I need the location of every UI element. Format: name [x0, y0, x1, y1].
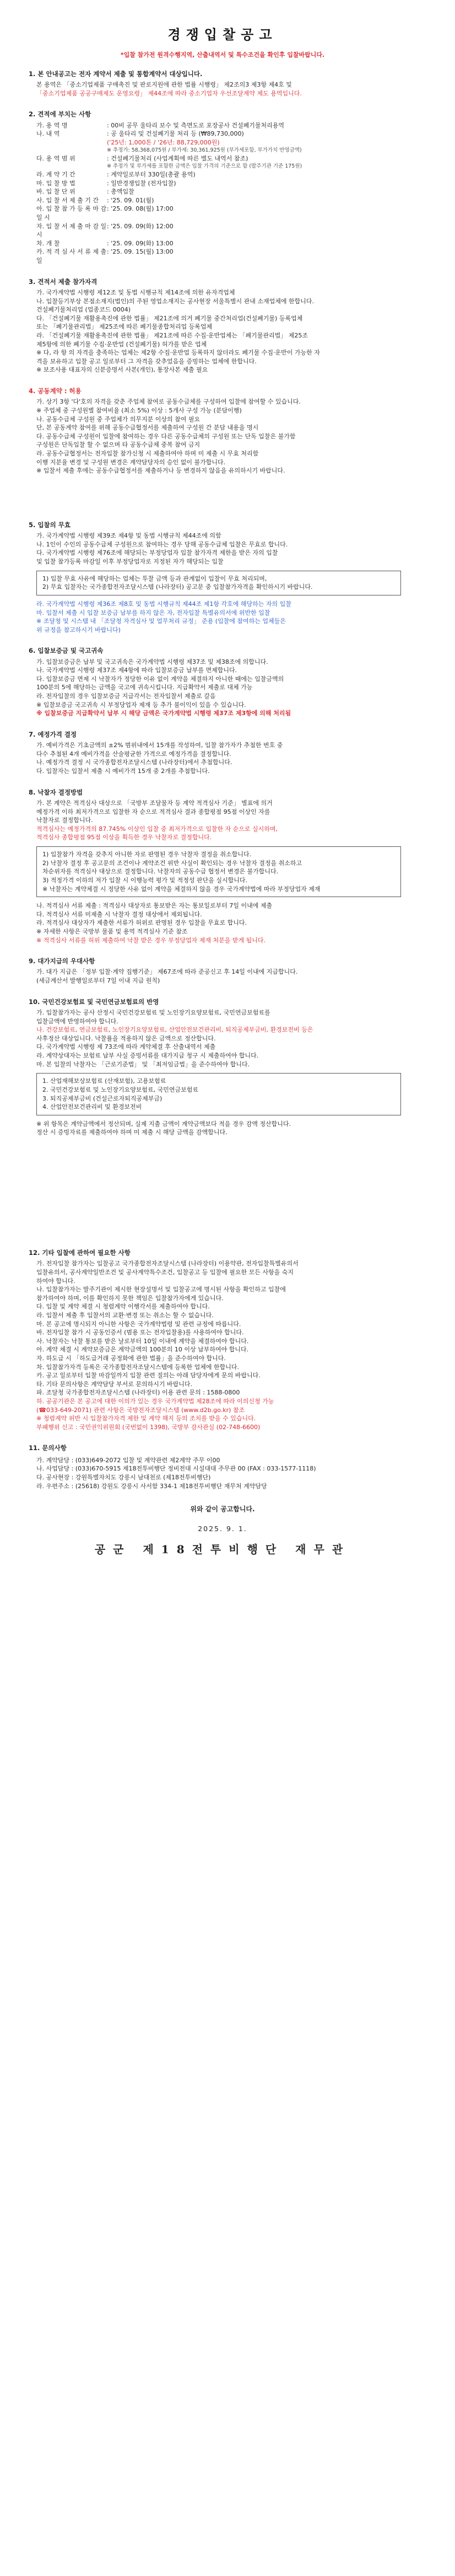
detail-row: [29, 222, 416, 239]
text-line: ※ 보조사용 대표자의 신분증명서 사본(개인), 통장사본 제출 필요: [36, 366, 208, 374]
detail-key: [36, 138, 107, 147]
text-line: 카. 공고 일로부터 입찰 마감일까지 입찰 관련 질의는 아래 담당자에게 문의 바랍니다.: [36, 1372, 261, 1380]
text-line: 라. 전자입찰의 경우 입찰보증금 지급각서는 전자입찰서 제출로 갈음: [36, 693, 216, 700]
section-11: [29, 1443, 416, 1490]
text-line: (세금계산서 발행일로부터 7일 이내 지급 원칙): [36, 977, 160, 985]
detail-key: 자. 입 찰 서 제 출 마 감 일 시: [36, 222, 107, 239]
misc-list: [29, 1259, 416, 1431]
text-line: 바. 전자입찰 참가 시 공동인증서 (범용 또는 전자입찰용)를 사용하여야 합니다.: [36, 1329, 244, 1337]
text-line: 나. 국가계약법 시행령 제37조 제4항에 따라 입찰보증금 납부를 면제합니다.: [36, 667, 237, 674]
text-line: 제5항에 의한 폐기물 수집·운반업 (건설폐기물) 허가를 받은 업체: [36, 340, 207, 348]
notice-box: [36, 571, 401, 595]
text-line: 단, 본 공동계약 참여를 위해 공동수급협정서를 제출하여 구성원 간 분담 내용을 명시: [36, 424, 259, 432]
section-2: [29, 110, 416, 265]
text-line: 2) 낙찰자 결정 후 공고문의 조건이나 계약조건 위반 사실이 확인되는 경우 낙찰자 결정을 취소하고: [42, 859, 302, 867]
text-line: 가. 예비가격은 기초금액의 ±2% 범위내에서 15개를 작성하여, 입찰 참가자가 추첨한 번호 중: [36, 742, 283, 749]
invalid-bid-list: [29, 532, 416, 566]
text-line: 다. 적격심사 서류 미제출 시 낙찰자 결정 대상에서 제외됩니다.: [36, 910, 202, 918]
text-line: 아. 계약 체결 시 계약보증금은 계약금액의 100분의 10 이상 납부하여야 합니다.: [36, 1346, 249, 1354]
text-line: 정산 시 증빙자료를 제출하여야 하며 미 제출 시 해당 금액을 감액합니다.: [36, 1129, 228, 1136]
section-4: [29, 387, 416, 475]
text-line: 적격심사 종합평점 95점 이상을 획득한 경우 낙찰자로 결정합니다.: [36, 834, 212, 841]
text-line: 차. 입찰참가자격 등록은 국가종합전자조달시스템에 등록한 업체에 한합니다.: [36, 1363, 240, 1371]
text-line: 라. 적격심사 대상자가 제출한 서류가 허위로 판명된 경우 입찰을 무효로 합니다.: [36, 919, 247, 927]
text-line: 다수 추첨된 4개 예비가격을 산술평균한 가격으로 예정가격을 결정합니다.: [36, 750, 231, 758]
text-line: 나. 입찰등기부상 본점소재지(법인)의 주된 영업소재지는 공사현장 서울특별시 관내 소재업체에 한합니다.: [36, 297, 314, 305]
text-line: 낙찰자로 결정합니다.: [36, 817, 93, 824]
text-line: 2. 국민건강보험료 및 노인장기요양보험료, 국민연금보험료: [42, 1086, 198, 1093]
invalid-bid-list-2: [29, 600, 416, 634]
section-title: 7. 예정가격 결정: [29, 730, 77, 738]
text-line: 부패행위 신고 : 국민권익위원회 (국번없이 1398), 국방부 감사관실 (02-748-6600): [36, 1423, 261, 1431]
text-line: 위 규정을 참고하시기 바랍니다): [36, 626, 121, 634]
section-title: 4. 공동계약 : 허용: [29, 387, 82, 395]
text-line: 가. 전자입찰 참가자는 입찰공고 국가종합전자조달시스템 (나라장터) 이용약관, 전자입찰특별유의서: [36, 1260, 299, 1268]
text-line: 1. 산업재해보상보험료 (산재보험), 고용보험료: [42, 1077, 166, 1085]
text-line: 사. 낙찰자는 낙찰 통보를 받은 날로부터 10일 이내에 계약을 체결하여야 합니다.: [36, 1337, 249, 1345]
text-line: 1) 입찰 무효 사유에 해당하는 업체는 투찰 금액 등과 관계없이 입찰이 무효 처리되며,: [42, 575, 267, 582]
section-1: [29, 69, 416, 98]
text-line: 다. 공동수급체 구성원이 입찰에 참여하는 경우 다른 공동수급체의 구성원 또는 단독 입찰은 불가함: [36, 432, 296, 440]
detail-value: : '25. 09. 08(월) 17:00: [107, 205, 174, 213]
text-line: 또는 「폐기물관리법」 제25조에 따른 폐기물종합처리업 등록업체: [36, 323, 213, 331]
detail-key: 바. 입 찰 단 위: [36, 188, 75, 196]
text-line: 구성원은 단독입찰 할 수 없으며 타 공동수급체 중복 참여 금지: [36, 441, 201, 449]
section-9: [29, 957, 416, 985]
insurance-list: [29, 1008, 416, 1069]
detail-row: [29, 170, 416, 179]
detail-row: [29, 130, 416, 138]
section-title: 11. 문의사항: [29, 1444, 67, 1452]
text-line: 라. 우편주소 : (25618) 강원도 강릉시 사서함 334-1 제18전투비행단 재무처 계약담당: [36, 1482, 267, 1490]
text-line: 100분의 5에 해당하는 금액을 국고에 귀속시킵니다. 지급확약서 제출로 대체 가능: [36, 684, 253, 691]
qualification-list: [29, 288, 416, 374]
detail-key: [36, 163, 107, 170]
section-10: [29, 997, 416, 1137]
award-warning: ※ 적격심사 서류를 허위 제출하여 낙찰 받은 경우 부정당업자 제재 처분을 받게 됩니다.: [36, 936, 266, 944]
text-line: 다. 입찰보증금 면제 시 낙찰자가 정당한 이유 없이 계약을 체결하지 아니한 때에는 입찰금액의: [36, 675, 284, 683]
detail-row: [29, 121, 416, 130]
section-title: 8. 낙찰자 결정방법: [29, 788, 83, 796]
text-line: 나. 공동수급체 구성원 중 주업체가 의무지분 이상의 참여 필요: [36, 415, 201, 423]
closing-statement: 위와 같이 공고합니다.: [190, 1505, 255, 1514]
text-line: 하. 공공기관은 본 공고에 대한 이의가 있는 경우 국가계약법 제28조에 따라 이의신청 가능: [36, 1398, 274, 1405]
detail-key: 사. 입 찰 서 제 출 기 간: [36, 196, 99, 204]
text-line: 가. 국가계약법 시행령 제39조 제4항 및 동법 시행규칙 제44조에 의함: [36, 532, 221, 540]
text-line: 2) 무효 입찰자는 국가종합전자조달시스템 (나라장터) 공고문 중 입찰참가자격을 확인하시기 바랍니다.: [42, 583, 313, 591]
detail-value: : '25. 09. 15(월) 13:00: [107, 248, 174, 256]
text-line: 라. 「건설폐기물 재활용촉진에 관한 법률」 제21조에 따른 수집·운반업체는 「폐기물관리법」 제25조: [36, 332, 308, 340]
text-line: 본 용역은 「중소기업제품 구매촉진 및 판로지원에 관한 법률 시행령」 제2조의3 제3항 제4호 및: [36, 81, 292, 89]
text-line: 4. 산업안전보건관리비 및 환경보전비: [42, 1103, 142, 1111]
detail-value: : 건설폐기물처리 (사업계획에 따른 별도 내역서 참조): [107, 154, 248, 162]
text-line: 1) 입찰참가 자격을 갖추지 아니한 자로 판명된 경우 낙찰자 결정을 취소합니다.: [42, 851, 252, 858]
detail-row: [29, 239, 416, 248]
section-3: [29, 277, 416, 374]
text-line: ※ 입찰보증금 국고귀속 시 부정당업자 제재 등 추가 불이익이 있을 수 있습니다.: [36, 701, 246, 709]
award-method-list: [29, 799, 416, 842]
text-line: 차순위자를 적격심사 대상으로 결정합니다. 낙찰자의 공동수급 협정서 변경은 불가합니다.: [42, 868, 279, 876]
page-title: 경쟁입찰공고: [167, 26, 278, 42]
detail-row: [29, 138, 416, 147]
detail-key: 가. 용 역 명: [36, 121, 68, 129]
detail-row: [29, 187, 416, 196]
section-title: 5. 입찰의 무효: [29, 520, 71, 529]
section-12: [29, 1248, 416, 1432]
text-line: ※ 주업체 중 구성원별 참여비율 (최소 5%) 이상 : 5개사 구성 가능 (분담이행): [36, 407, 242, 415]
bid-details-list: [29, 121, 416, 265]
text-line: ※ 자세한 사항은 국방부 물품 및 용역 적격심사 기준 참조: [36, 927, 188, 935]
detail-value: : '25. 09. 01(월): [107, 196, 154, 204]
text-line: 다. 공사현장 : 강원특별자치도 강릉시 남대천로 (제18전투비행단): [36, 1474, 211, 1482]
text-line: 자. 하도급 시 「하도급거래 공정화에 관한 법률」을 준수하여야 합니다.: [36, 1354, 226, 1362]
text-line: 가. 본 계약은 적격심사 대상으로 「국방부 조달물자 등 계약 적격심사 기준」 별표에 의거: [36, 799, 273, 807]
text-line: 및 입찰 참가등록 마감일 이후 부정당업자로 지정된 자가 해당되는 입찰: [36, 558, 224, 566]
section-title: 3. 견적서 제출 참가자격: [29, 277, 98, 286]
joint-contract-list: [29, 398, 416, 475]
section-title: 12. 기타 입찰에 관하여 필요한 사항: [29, 1248, 131, 1257]
text-line: 가. 대가 지급은 「정부 입찰·계약 집행기준」 제67조에 따라 준공신고 후 14일 이내에 지급합니다.: [36, 968, 298, 976]
text-line: ※ 낙찰자는 계약체결 시 정당한 사유 없이 계약을 체결하지 않을 경우 국가계약법에 따라 부정당업자 제재: [42, 885, 321, 893]
text-line: 가. 입찰보증금은 납부 및 국고귀속은 국가계약법 시행령 제37조 및 제38조에 의합니다.: [36, 658, 268, 666]
text-line: 가. 국가계약법 시행령 제12조 및 동법 시행규칙 제14조에 의한 유자격업체: [36, 289, 235, 296]
text-line: 「중소기업제품 공공구매제도 운영요령」 제44조에 따라 중소기업자 우선조달계약 제도 용역입니다.: [36, 89, 302, 97]
text-line: 하여야 합니다.: [36, 1277, 75, 1285]
contact-list: [29, 1456, 416, 1490]
detail-row: [29, 196, 416, 205]
detail-row: [29, 179, 416, 188]
text-line: 다. 국가계약법 시행령 제 73조에 따라 계약체결 후 산출내역서 제출: [36, 1043, 216, 1051]
detail-key: 차. 개 찰: [36, 239, 60, 247]
section-title: 10. 국민건강보험료 및 국민연금보험료의 반영: [29, 997, 159, 1006]
text-line: 라. 입찰서 제출 후 입찰서의 교환·변경 또는 취소는 할 수 없습니다.: [36, 1311, 214, 1319]
text-line: 다. 「건설폐기물 재활용촉진에 관한 법률」 제21조에 의거 폐기물 중간처리업(건설폐기물) 등록업체: [36, 314, 303, 322]
detail-key: 마. 입 찰 방 법: [36, 179, 75, 187]
award-notice-box: [36, 846, 401, 897]
detail-key: 라. 계 약 기 간: [36, 170, 75, 178]
announcement-date: 2025. 9. 1.: [198, 1525, 247, 1533]
text-line: 이행 지분율 변경 및 구성원 변경은 계약담당자의 승인 없이 불가합니다.: [36, 458, 226, 466]
detail-value: ※ 추정가: 58,368,075원 / 부가세: 30,361,925원 (부가세포함, 부가가치 반영금액): [107, 147, 302, 154]
text-line: 가. 계약담당 : (033)649-2072 입찰 및 계약관련 제2계약 주무 이00: [36, 1456, 220, 1464]
text-line: 나. 1인이 수인의 공동수급체 구성원으로 참여하는 경우 당해 공동수급체 입찰은 무효로 합니다.: [36, 540, 288, 548]
text-line: 라. 공동수급협정서는 전자입찰 참가신청 시 제출하여야 하며 미 제출 시 무효 처리함: [36, 450, 259, 458]
detail-row: [29, 163, 416, 170]
detail-row: [29, 154, 416, 163]
bid-bond-note: ※ 입찰보증금 지급확약서 납부 시 해당 금액은 국가계약법 시행령 제37조 제3항에 의해 처리됨: [36, 710, 291, 717]
award-method-list-2: [29, 901, 416, 936]
detail-key: 아. 입 찰 참 가 등 록 마 감 일 시: [36, 205, 107, 222]
text-line: 타. 기타 문의사항은 계약담당 부서로 문의하시기 바랍니다.: [36, 1380, 192, 1388]
section-8: [29, 788, 416, 944]
text-line: 라. 계약상대자는 보험료 납부 사실 증빙서류를 대가지급 청구 시 제출하여야 합니다.: [36, 1052, 259, 1060]
detail-row: [29, 147, 416, 154]
detail-value: : 00비 공무 울타리 보수 및 측면도로 포장공사 건설폐기물처리용역: [107, 121, 284, 129]
detail-value: : 총액입찰: [107, 188, 134, 196]
detail-value: : '25. 09. 09(화) 12:00: [107, 222, 174, 230]
text-line: 마. 본 입찰의 낙찰자는 「근로기준법」 및 「최저임금법」을 준수하여야 합니다.: [36, 1060, 250, 1068]
text-line: 다. 입찰 및 계약 체결 시 청렴계약 이행각서를 제출하여야 합니다.: [36, 1303, 210, 1311]
text-line: 사후정산 대상입니다. 낙찰률을 적용하지 않은 금액으로 정산합니다.: [36, 1034, 216, 1042]
detail-key: 다. 용 역 범 위: [36, 154, 75, 162]
text-line: 격을 보유하고 입찰 공고 일로부터 그 자격을 갖추었음을 증빙하는 업체에 한합니다.: [36, 357, 257, 365]
text-line: 다. 국가계약법 시행령 제76조에 해당되는 부정당업자 입찰 참가자격 제한을 받은 자의 입찰: [36, 549, 278, 557]
text-line: ※ 조달청 및 시스템 내 「조달청 자격심사 및 업무처리 규정」 준용 (입찰에 참여하는 업체들은: [36, 618, 286, 625]
text-line: 건설폐기물처리업 (업종코드 0004): [36, 306, 131, 314]
section-5: [29, 520, 416, 634]
detail-value: : 일반경쟁입찰 (전자입찰): [107, 179, 176, 187]
notice-banner: *입찰 참가전 원격수행지역, 산출내역서 및 특수조건을 확인후 입찰바랍니다.: [120, 51, 325, 59]
text-line: 라. 국가계약법 시행령 제36조 제8호 및 동법 시행규칙 제44조 제1항 각호에 해당하는 자의 입찰: [36, 600, 291, 608]
text-line: ※ 다, 라 항 의 자격을 충족하는 업체는 제2항 수집·운반업 등록하지 않더라도 폐기물 수집·운반이 가능한 자: [36, 349, 320, 357]
text-line: 입찰금액에 반영하여야 합니다.: [36, 1017, 118, 1025]
detail-value: ※ 추정가 및 부가세를 포함한 금액은 입찰 가격의 기준으로 함 (발주기관 기준 175원): [107, 163, 302, 170]
issuer-signature: 공군 제18전투비행단 재무관: [94, 1543, 351, 1557]
section-title: 9. 대가지급의 우대사항: [29, 957, 95, 965]
text-line: 3) 적정가격 이하의 저가 입찰 시 이행능력 평가 및 적정성 판단을 실시합니다.: [42, 876, 248, 884]
price-decision-list: [29, 741, 416, 775]
text-line: 나. 입찰참가자는 발주기관이 제시한 현장설명서 및 입찰공고에 명시된 사항을 확인하고 입찰에: [36, 1286, 286, 1294]
text-line: 다. 입찰자는 입찰서 제출 시 예비가격 15개 중 2개를 추첨합니다.: [36, 768, 210, 775]
section-title: 2. 견적에 부치는 사항: [29, 110, 91, 119]
text-line: 3. 퇴직공제부금비 (건설근로자퇴직공제부금): [42, 1094, 162, 1102]
text-line: 나. 예정가격 결정 시 국가종합전자조달시스템 (나라장터)에서 추첨합니다.: [36, 759, 232, 766]
text-line: 파. 조달청 국가종합전자조달시스템 (나라장터) 이용 관련 문의 : 1588-0800: [36, 1389, 240, 1397]
detail-value: : 공 울타리 및 건설폐기물 처리 등 (₩89,730,000): [107, 130, 244, 138]
text-line: 적격심사는 예정가격의 87.745% 이상인 입찰 중 최저가격으로 입찰한 자 순으로 실시하며,: [36, 825, 278, 833]
section-title: 1. 본 안내공고는 전자 계약서 제출 및 통합계약서 대상입니다.: [29, 69, 203, 78]
detail-key: [36, 147, 107, 154]
text-line: 마. 입찰서 제출 시 입찰 보증금 납부를 하지 않은 자, 전자입찰 특별유의서에 위반한 입찰: [36, 609, 270, 616]
detail-value: : '25. 09. 09(화) 13:00: [107, 239, 174, 247]
text-line: 예정가격 이하 최저가격으로 입찰한 자 순으로 적격심사 결과 종합평점 95점 이상인 자를: [36, 808, 270, 815]
section-6: [29, 646, 416, 718]
text-line: 나. 건강보험료, 연금보험료, 노인장기요양보험료, 산업안전보건관리비, 퇴직공제부금비, 환경보전비 등은: [36, 1026, 313, 1034]
text-line: ※ 위 항목은 계약금액에서 정산되며, 실제 지출 금액이 계약금액보다 적을 경우 감액 정산합니다.: [36, 1120, 291, 1128]
detail-row: [29, 248, 416, 265]
footer: [29, 1505, 416, 1557]
text-line: 가. 상기 3항 '다'호의 자격을 갖춘 주업체 참여로 공동수급체를 구성하여 입찰에 참여할 수 있습니다.: [36, 398, 301, 406]
text-line: 입찰유의서, 공사계약일반조건 및 공사계약특수조건, 입찰공고 등 입찰에 필요한 모든 사항을 숙지: [36, 1268, 294, 1276]
section-7: [29, 730, 416, 776]
text-line: 나. 적격심사 서류 제출 : 적격심사 대상자로 통보받은 자는 통보일로부터 7일 이내에 제출: [36, 902, 273, 910]
section-title: 6. 입찰보증금 및 국고귀속: [29, 647, 104, 655]
text-line: 참가하여야 하며, 이를 확인하지 못한 책임은 입찰참가자에게 있습니다.: [36, 1294, 224, 1302]
detail-key: 나. 내 역: [36, 130, 60, 138]
bid-bond-list: [29, 658, 416, 710]
text-line: 나. 사업담당 : (033)670-5915 제18전투비행단 정비전대 시설대대 주무관 00 (FAX : 033-1577-1118): [36, 1465, 316, 1473]
detail-row: [29, 205, 416, 222]
text-line: ※ 입찰서 제출 후에는 공동수급협정서를 제출하거나 등 변경하지 않음을 유의하시기 바랍니다.: [36, 467, 285, 475]
text-line: 가. 입찰참가자는 공사 산정시 국민건강보험료 및 노인장기요양보험료, 국민연금보험료를: [36, 1009, 270, 1017]
detail-value: : 계약일로부터 330일(총괄 용역): [107, 170, 196, 178]
detail-value: ('25년: 1,000톤 / '26년: 88,729,000원): [107, 138, 220, 146]
text-line: 마. 본 공고에 명시되지 아니한 사항은 국가계약법령 및 관련 규정에 따릅니다.: [36, 1320, 241, 1328]
text-line: ※ 청렴계약 위반 시 입찰참가자격 제한 및 계약 해지 등의 조치를 받을 수 있습니다.: [36, 1415, 256, 1423]
insurance-list-2: [29, 1120, 416, 1137]
text-line: (☎033-649-2071) 관련 사항은 국방전자조달시스템 (www.d2b.go.kr) 참조: [36, 1406, 245, 1414]
detail-key: 카. 적 격 심 사 서 류 제 출 일: [36, 248, 107, 265]
insurance-box: [36, 1073, 401, 1115]
payment-list: [29, 968, 416, 985]
